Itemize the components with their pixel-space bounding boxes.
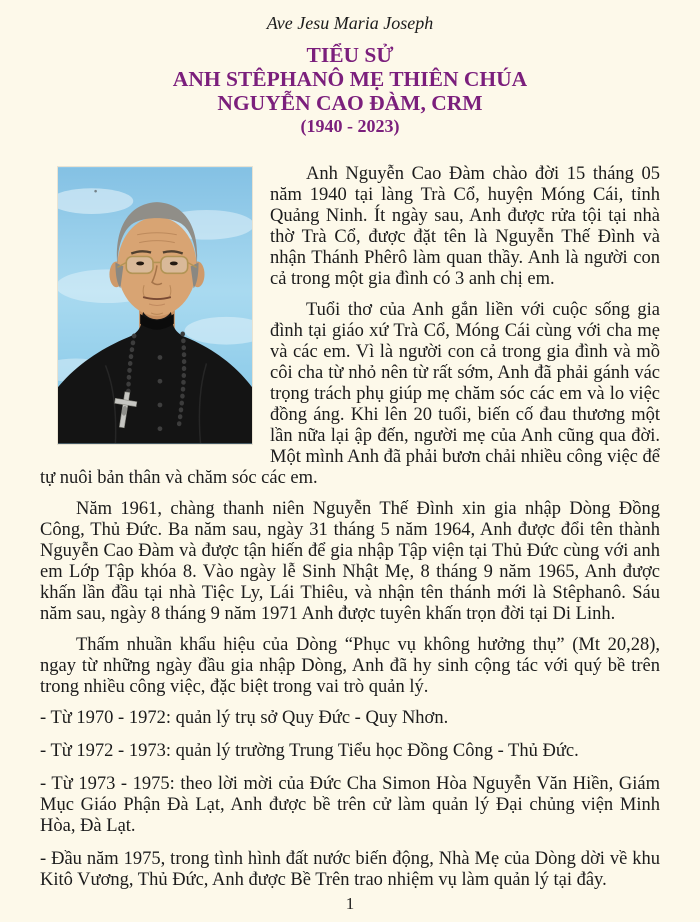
title-line-2: ANH STÊPHANÔ MẸ THIÊN CHÚA	[172, 67, 528, 91]
paragraph-birth: Anh Nguyễn Cao Đàm chào đời 15 tháng 05 năm 1940 tại làng Trà Cổ, huyện Móng Cái, tỉnh Quảng Ninh. Ít ngày sau, Anh được rửa tội tại nhà thờ Trà Cổ, được đặt tên là Nguyễn Thế Đình và nhận Thánh Phêrô làm quan thầy. Anh là người con cả trong một gia đình có 3 anh chị em.	[270, 164, 660, 289]
page-motto: Ave Jesu Maria Joseph	[266, 13, 434, 33]
paragraph-childhood: Tuổi thơ của Anh gắn liền với cuộc sống gia đình tại giáo xứ Trà Cổ, Móng Cái cùng với cha mẹ và các em. Vì là người con cả trong gia đình và mồ côi cha từ nhỏ nên từ rất sớm, Anh đã phải gánh vác trọng trách phụ giúp mẹ chăm sóc các em và lo việc đồng áng. Khi lên 20 tuổi, biến cố đau thương một lần nữa lại ập đến, người mẹ của Anh cũng qua đời. Một mình Anh đã phải bươn chải nhiều công việc để tự nuôi bản thân và chăm sóc các em.	[40, 300, 660, 488]
timeline-item-1973-1975: - Từ 1973 - 1975: theo lời mời của Đức Cha Simon Hòa Nguyễn Văn Hiền, Giám Mục Giáo Phận Đà Lạt, Anh được bề trên cử làm quản lý Đại chủng viện Minh Hòa, Đà Lạt.	[40, 774, 660, 836]
paragraph-motto-service: Thấm nhuần khẩu hiệu của Dòng “Phục vụ không hưởng thụ” (Mt 20,28), ngay từ những ngày đầu gia nhập Dòng, Anh đã hy sinh cộng tác với quý bề trên trong nhiều công việc, đặc biệt trong vai trò quản lý.	[40, 635, 660, 697]
portrait-photo	[57, 166, 253, 445]
title-line-1: TIỂU SỬ	[306, 43, 394, 67]
timeline-item-1970-1972: - Từ 1970 - 1972: quản lý trụ sở Quy Đức - Quy Nhơn.	[40, 708, 449, 728]
paragraph-vocation: Năm 1961, chàng thanh niên Nguyễn Thế Đình xin gia nhập Dòng Đồng Công, Thủ Đức. Ba năm sau, ngày 31 tháng 5 năm 1964, Anh được đổi tên thành Nguyễn Cao Đàm và được tận hiến để gia nhập Tập viện tại Thủ Đức cùng với anh em Lớp Tập khóa 8. Vào ngày lễ Sinh Nhật Mẹ, 8 tháng 9 năm 1965, Anh được khấn lần đầu tại nhà Tiệc Ly, Lái Thiêu, và nhận tên thánh mới là Stêphanô. Sáu năm sau, ngày 8 tháng 9 năm 1971 Anh được tuyên khấn trọn đời tại Di Linh.	[40, 499, 660, 624]
title-block	[40, 43, 660, 138]
timeline-item-1972-1973: - Từ 1972 - 1973: quản lý trường Trung Tiểu học Đồng Công - Thủ Đức.	[40, 741, 579, 761]
title-years: (1940 - 2023)	[300, 116, 400, 136]
timeline-item-1975: - Đầu năm 1975, trong tình hình đất nước biến động, Nhà Mẹ của Dòng dời về khu Kitô Vương, Thủ Đức, Anh được Bề Trên trao nhiệm vụ làm quản lý tại đây.	[40, 849, 660, 890]
title-line-3: NGUYỄN CAO ĐÀM, CRM	[217, 91, 483, 115]
portrait-photo-illustration	[58, 167, 252, 444]
page-body	[40, 164, 660, 891]
page-number: 1	[345, 894, 355, 913]
